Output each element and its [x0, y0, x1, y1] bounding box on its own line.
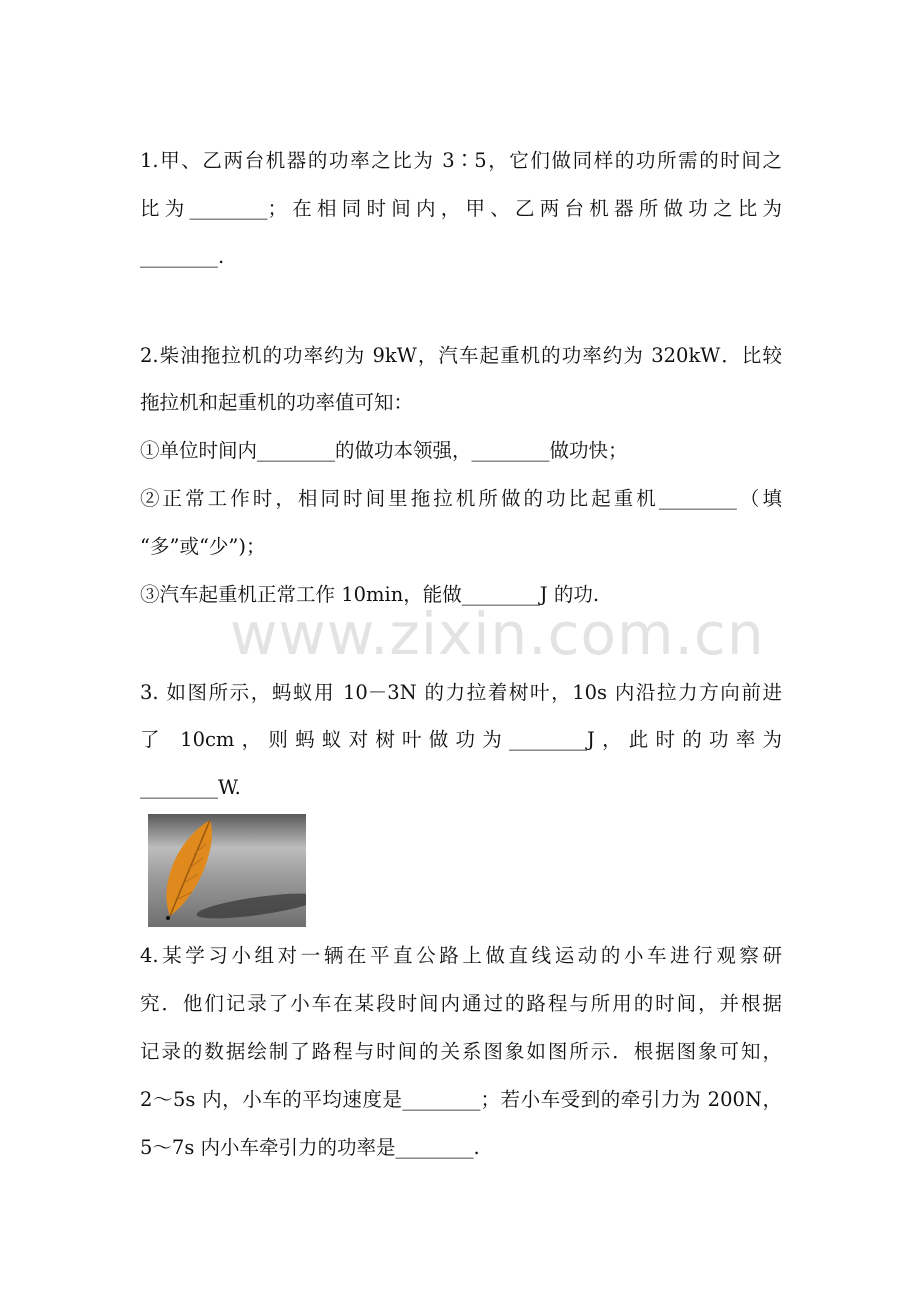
q3-line-2: 了 10cm，则蚂蚁对树叶做功为________J，此时的功率为: [140, 728, 782, 751]
leaf-illustration: [148, 814, 306, 927]
q4-line-2: 究．他们记录了小车在某段时间内通过的路程与所用的时间，并根据: [140, 992, 782, 1015]
q1-line-1: 1.甲、乙两台机器的功率之比为 3∶5，它们做同样的功所需的时间之: [140, 149, 782, 172]
q4-line-3: 记录的数据绘制了路程与时间的关系图象如图所示．根据图象可知，: [140, 1040, 782, 1063]
q2-line-3: ①单位时间内________的做功本领强，________做功快；: [140, 439, 628, 462]
q1-line-2: 比为________；在相同时间内，甲、乙两台机器所做功之比为: [140, 197, 782, 220]
q1-line-3: ________.: [140, 245, 225, 268]
q3-line-1: 3. 如图所示，蚂蚁用 10－3N 的力拉着树叶，10s 内沿拉力方向前进: [140, 681, 782, 704]
q4-line-5: 5～7s 内小车牵引力的功率是________.: [140, 1136, 480, 1159]
q2-line-4: ②正常工作时，相同时间里拖拉机所做的功比起重机________（填: [140, 487, 782, 510]
q2-line-1: 2.柴油拖拉机的功率约为 9kW，汽车起重机的功率约为 320kW．比较: [140, 344, 782, 367]
q2-line-2: 拖拉机和起重机的功率值可知：: [140, 391, 414, 414]
q2-line-5: “多”或“少”)；: [140, 535, 266, 558]
q2-line-6: ③汽车起重机正常工作 10min，能做________J 的功.: [140, 583, 600, 606]
q4-line-4: 2～5s 内，小车的平均速度是________；若小车受到的牵引力为 200N，: [140, 1088, 782, 1111]
q4-line-1: 4.某学习小组对一辆在平直公路上做直线运动的小车进行观察研: [140, 944, 782, 967]
q3-line-3: ________W.: [140, 776, 241, 799]
ant-pulling-leaf-photo: [148, 814, 306, 927]
watermark: www.zixin.com.cn: [230, 600, 765, 668]
